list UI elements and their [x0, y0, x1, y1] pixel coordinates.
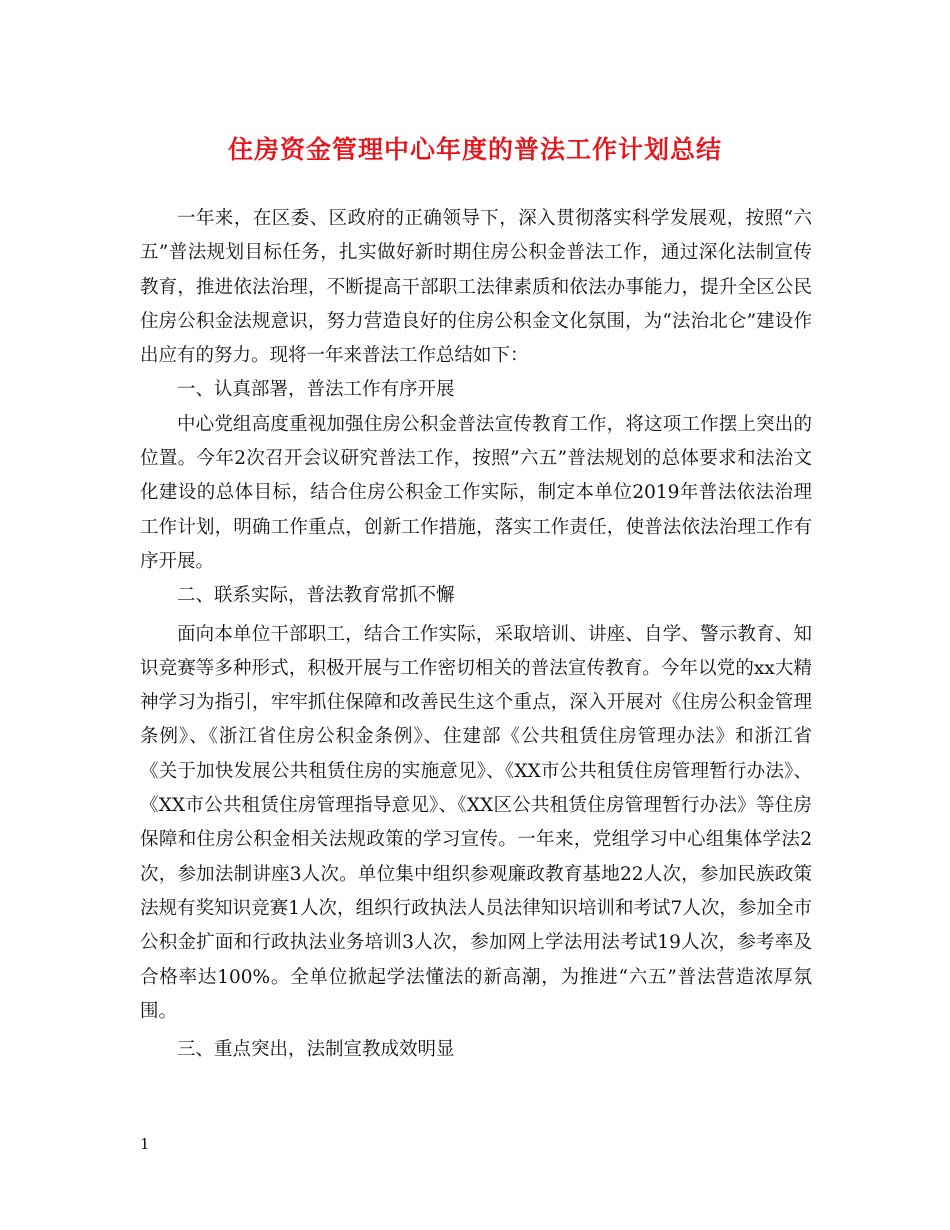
section-1-paragraph: 中心党组高度重视加强住房公积金普法宣传教育工作，将这项工作摆上突出的位置。今年2次召开会议研究普法工作，按照”六五”普法规划的总体要求和法治文化建设的总体目标，结合住房公积金工作实际，制定本单位2019年普法依法治理工作计划，明确工作重点，创新工作措施，落实工作责任，使普法依法治理工作有序开展。 — [140, 413, 812, 572]
section-2-paragraph: 面向本单位干部职工，结合工作实际，采取培训、讲座、自学、警示教育、知识竞赛等多种形式，积极开展与工作密切相关的普法宣传教育。今年以党的xx大精神学习为指引，牢牢抓住保障和改善民生这个重点，深入开展对《住房公积金管理条例》、《浙江省住房公积金条例》、住建部《公共租赁住房管理办法》和浙江省《关于加快发展公共租赁住房的实施意见》、《XX市公共租赁住房管理暂行办法》、《XX市公共租赁住房管理指导意见》、《XX区公共租赁住房管理暂行办法》等住房保障和住房公积金相关法规政策的学习宣传。一年来，党组学习中心组集体学法2次，参加法制讲座3人次。单位集中组织参观廉政教育基地22人次，参加民族政策法规有奖知识竞赛1人次，组织行政执法人员法律知识培训和考试7人次，参加全市公积金扩面和行政执法业务培训3人次，参加网上学法用法考试19人次，参考率及合格率达100%。全单位掀起学法懂法的新高潮，为推进“六五”普法营造浓厚氛围。 — [140, 623, 812, 1022]
document-title: 住房资金管理中心年度的普法工作计划总结 — [227, 135, 722, 164]
intro-paragraph: 一年来，在区委、区政府的正确领导下，深入贯彻落实科学发展观，按照“六五”普法规划目标任务，扎实做好新时期住房公积金普法工作，通过深化法制宣传教育，推进依法治理，不断提高干部职工法律素质和依法办事能力，提升全区公民住房公积金法规意识，努力营造良好的住房公积金文化氛围，为“法治北仑”建设作出应有的努力。现将一年来普法工作总结如下： — [140, 208, 812, 367]
section-heading-1: 一、认真部署，普法工作有序开展 — [177, 379, 455, 401]
document-body — [140, 202, 812, 1067]
page-number: 1 — [140, 1135, 150, 1153]
section-heading-3: 三、重点突出，法制宣教成效明显 — [177, 1039, 455, 1061]
section-heading-2: 二、联系实际，普法教育常抓不懈 — [177, 585, 455, 607]
